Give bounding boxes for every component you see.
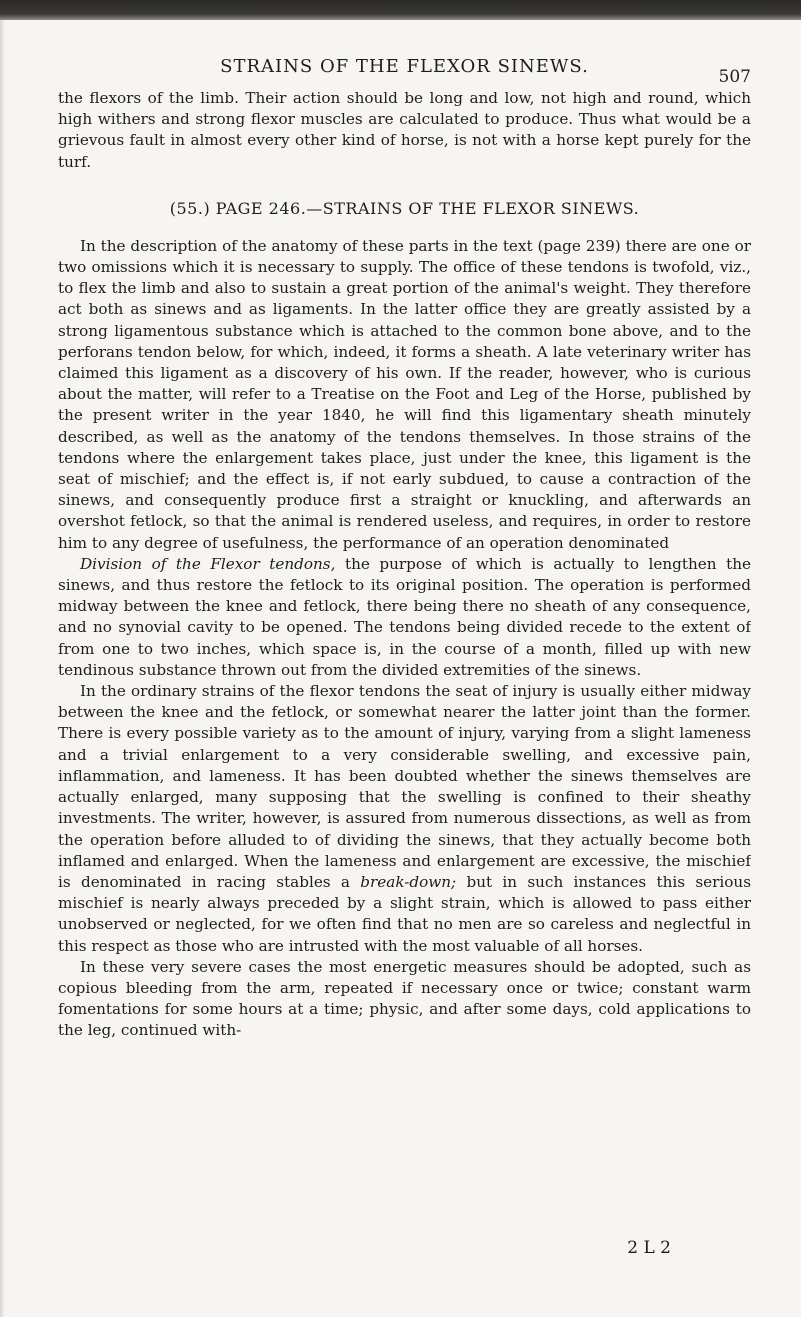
page-top-rule (0, 0, 801, 20)
signature-mark: 2 L 2 (627, 1238, 671, 1258)
paragraph-strains-text-b: but in such instances this serious mischief is nearly always preceded by a slight strain, which is allowed to pass either unobserved or neglected, for we often find that no men are so careless and neglectful in this respect as those who are intrusted with the most valuable of all horses. (58, 872, 751, 955)
book-page (58, 30, 751, 1260)
page-number: 507 (718, 67, 751, 87)
italic-term-division: Division of the Flexor tendons, (80, 554, 336, 573)
paragraph-division-text: the purpose of which is actually to lengthen the sinews, and thus restore the fetlock to its original position. The operation is performed midway between the knee and fetlock, there being there no sheath of any consequence, and no synovial cavity to be opened. The tendons being divided recede to the extent of from one to two inches, which space is, in the course of a month, filled up with new tendinous substance thrown out from the divided extremities of the sinews. (58, 554, 751, 679)
paragraph-strains-text-a: In the ordinary strains of the flexor tendons the seat of injury is usually either midway between the knee and the fetlock, or somewhat nearer the latter joint than the former. There is every possible variety as to the amount of injury, varying from a slight lameness and a trivial enlargement to a very considerable swelling, and excessive pain, inflammation, and lameness. It has been doubted whether the sinews themselves are actually enlarged, many supposing that the swelling is confined to their sheathy investments. The writer, however, is assured from numerous dissections, as well as from the operation before alluded to of dividing the sinews, that they actually become both inflamed and enlarged. When the lameness and enlargement are excessive, the mischief is denominated in racing stables a (58, 682, 751, 891)
running-title: STRAINS OF THE FLEXOR SINEWS. (220, 56, 589, 77)
section-heading: (55.) PAGE 246.—STRAINS OF THE FLEXOR SINEWS. (169, 198, 640, 218)
running-head (58, 30, 751, 88)
page-edge-shadow (0, 20, 5, 1317)
paragraph-division (58, 554, 751, 681)
paragraph-continued: the flexors of the limb. Their action should be long and low, not high and round, which high withers and strong flexor muscles are calculated to produce. Thus what would be a grievous fault in almost every other kind of horse, is not with a horse kept purely for the turf. (58, 89, 751, 171)
paragraph-ordinary-strains (58, 681, 751, 957)
paragraph-anatomy: In the description of the anatomy of these parts in the text (page 239) there are one or two omissions which it is necessary to supply. The office of these tendons is twofold, viz., to flex the limb and also to sustain a great portion of the animal's weight. They therefore act both as sinews and as ligaments. In the latter office they are greatly assisted by a strong ligamentous substance which is attached to the common bone above, and to the perforans tendon below, for which, indeed, it forms a sheath. A late veterinary writer has claimed this ligament as a discovery of his own. If the reader, however, who is curious about the matter, will refer to a Treatise on the Foot and Leg of the Horse, published by the present writer in the year 1840, he will find this ligamentary sheath minutely described, as well as the anatomy of the tendons themselves. In those strains of the tendons where the enlargement takes place, just under the knee, this ligament is the seat of mischief; and the effect is, if not early subdued, to cause a contraction of the sinews, and consequently produce first a straight or knuckling, and afterwards an overshot fetlock, so that the animal is rendered useless, and requires, in order to restore him to any degree of usefulness, the performance of an operation denominated (58, 236, 751, 552)
paragraph-severe-cases: In these very severe cases the most energetic measures should be adopted, such as copious bleeding from the arm, repeated if necessary once or twice; constant warm fomentations for some hours at a time; physic, and after some days, cold applications to the leg, continued with- (58, 957, 751, 1040)
italic-term-break-down: break-down; (360, 872, 457, 891)
